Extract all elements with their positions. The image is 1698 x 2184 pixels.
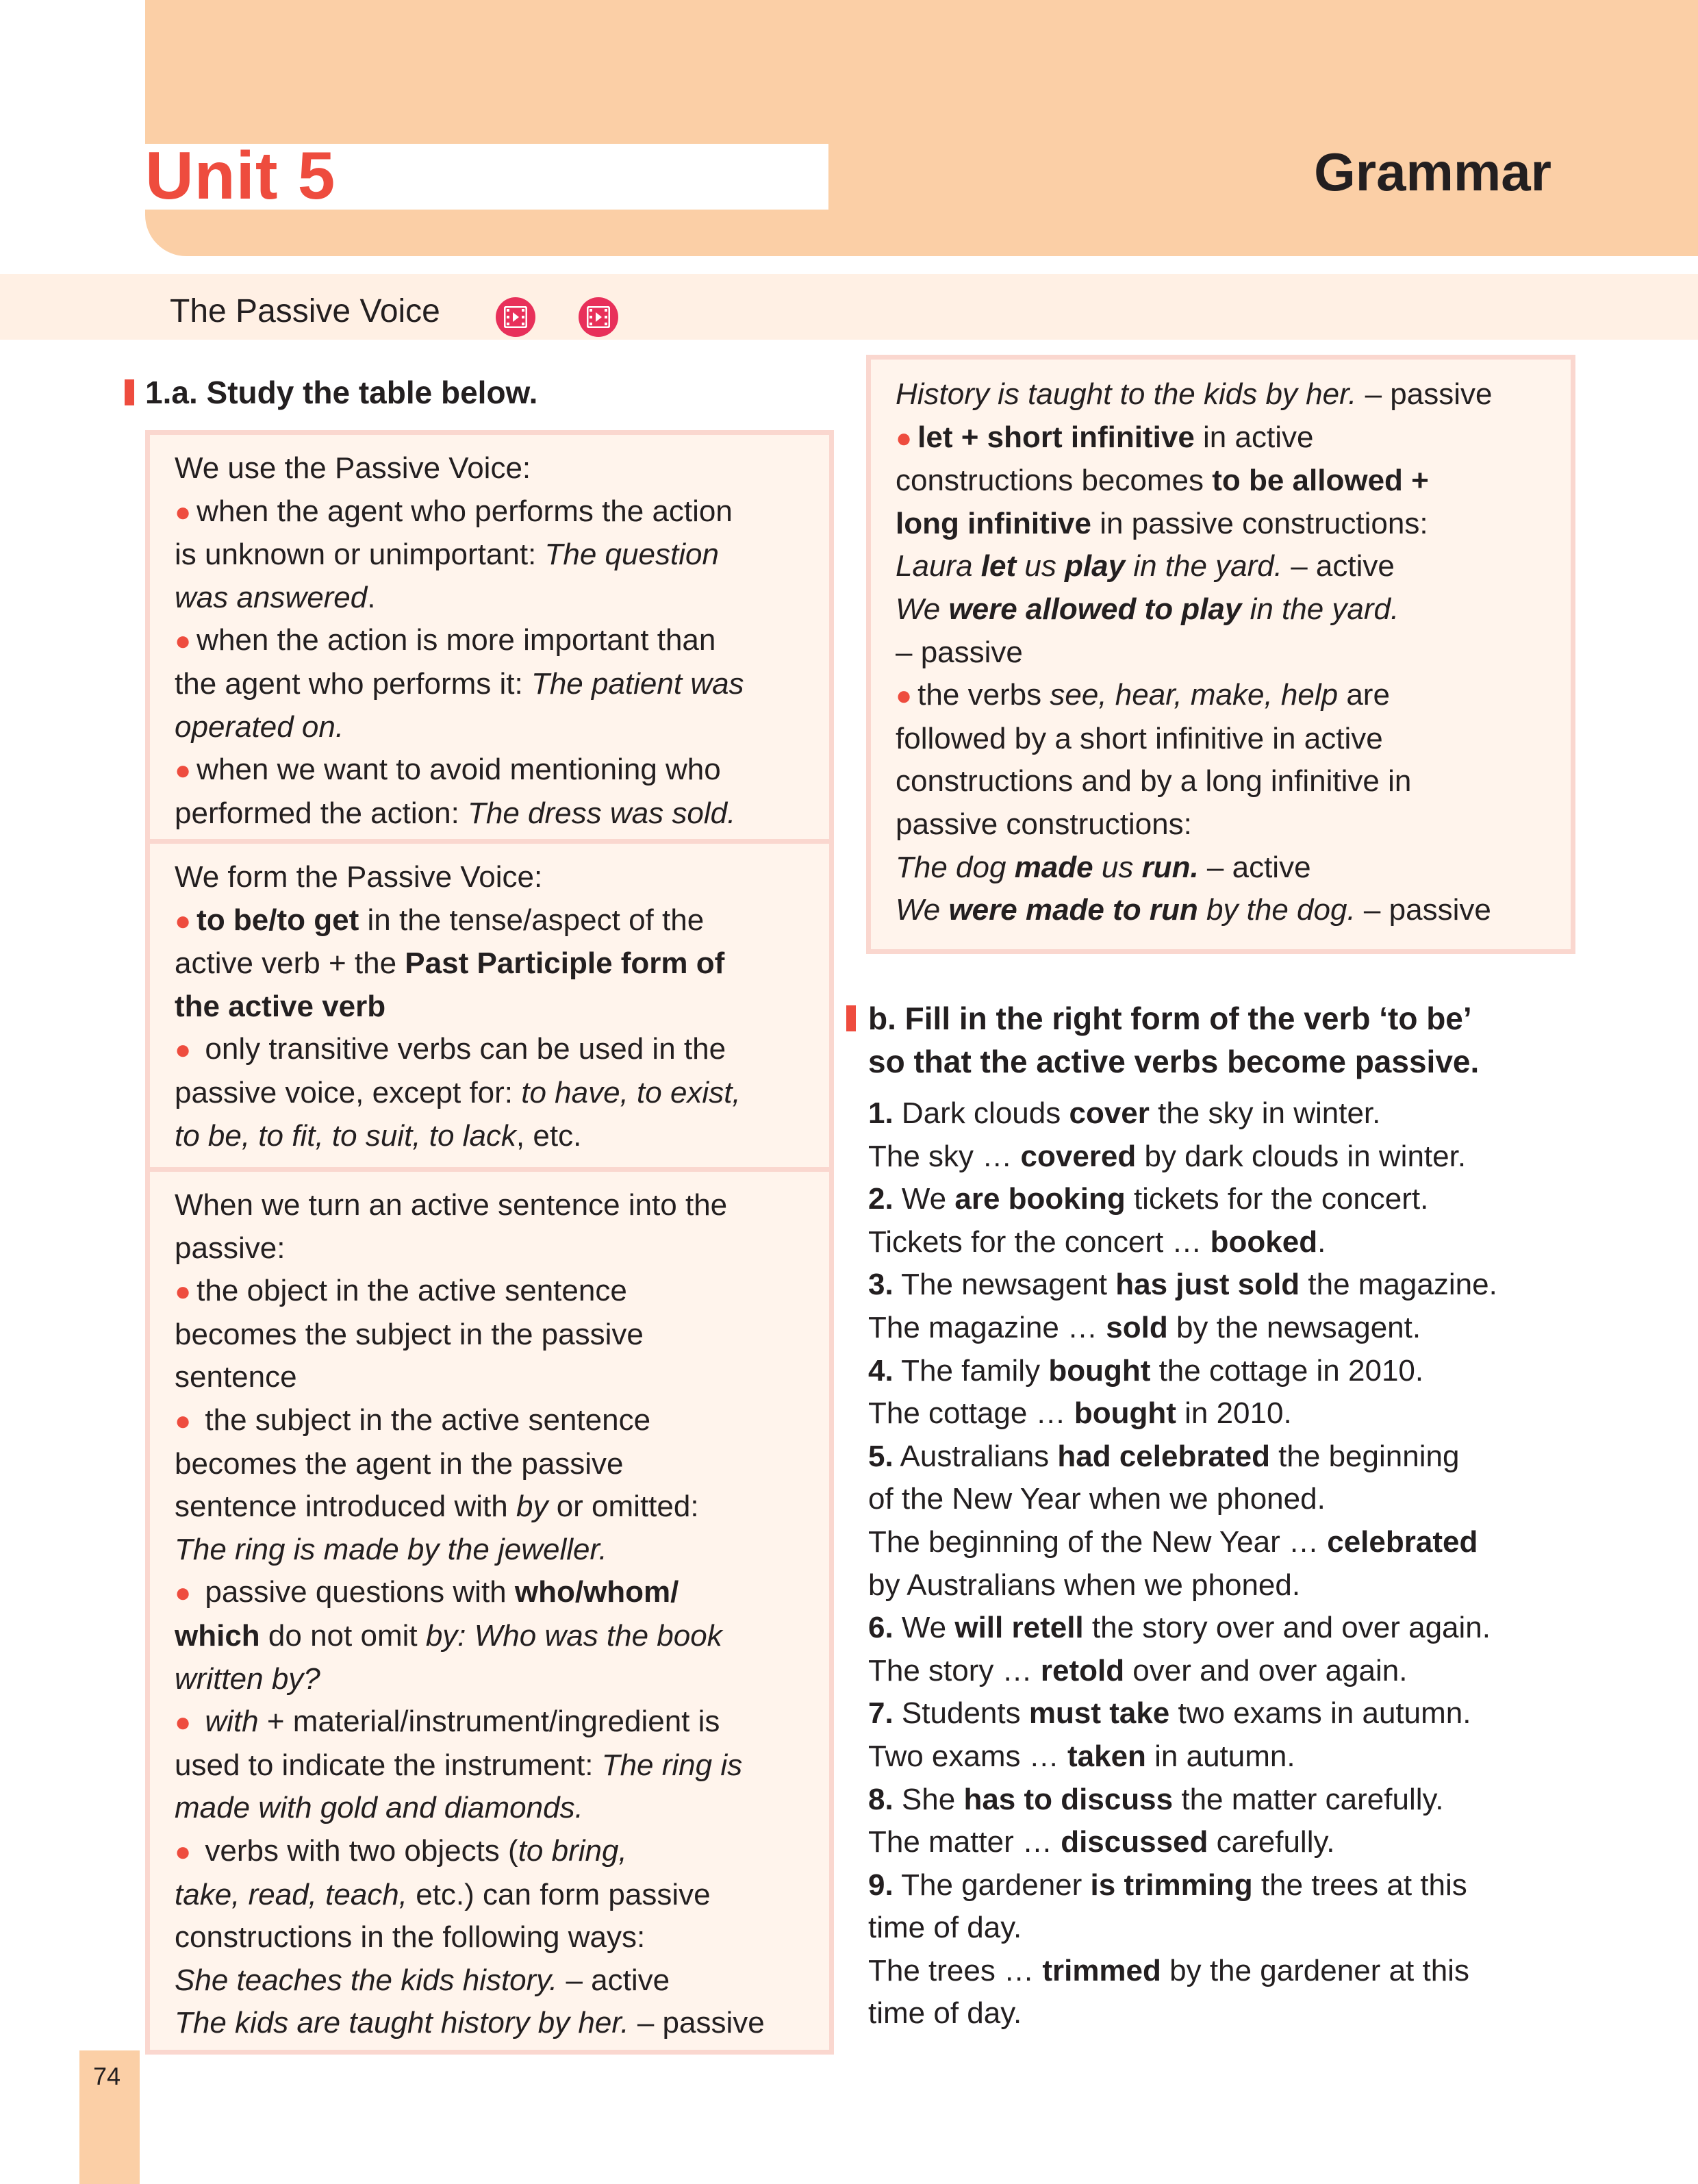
exercise-passive: The matter … discussed carefully.	[868, 1825, 1335, 1859]
exercise-passive: The cottage … bought in 2010.	[868, 1396, 1292, 1431]
exercise-active: 3. The newsagent has just sold the magazine.	[868, 1268, 1497, 1302]
exercise-active: 9. The gardener is trimming the trees at this	[868, 1868, 1467, 1902]
exercise-active: 8. She has to discuss the matter carefully.	[868, 1782, 1444, 1816]
topic-title: The Passive Voice	[170, 293, 440, 329]
video-icon[interactable]	[579, 297, 618, 337]
box-intro: We use the Passive Voice:	[175, 451, 531, 485]
exercise-active: 7. Students must take two exams in autumn.	[868, 1696, 1471, 1731]
video-icon[interactable]	[496, 297, 535, 337]
rule-box-usage: We use the Passive Voice: ● when the agent who performs the action is unknown or unimportant: The question was answered. ● when the action is more important than the agent who performs it: The patient was operated on. ● when we want to avoid mentioning who performed the action: The dress was sold.	[145, 430, 834, 844]
bullet-icon: ●	[175, 905, 192, 936]
exercise-active-cont: time of day.	[868, 1911, 1022, 1945]
exercise-active: 6. We will retell the story over and over again.	[868, 1611, 1491, 1645]
bullet-icon: ●	[175, 1707, 192, 1738]
box-intro: We form the Passive Voice:	[175, 860, 543, 894]
exercise-passive: The beginning of the New Year … celebrated	[868, 1524, 1478, 1559]
bullet-icon: ●	[175, 1578, 192, 1609]
rule-box-transformation: When we turn an active sentence into the passive: ● the object in the active sentence becomes the subject in the passive sentence ● the subject in the active sentence becomes the agent in the passive sentence introduced with by or omitted: The ring is made by the jeweller. ● passive questions with who/whom/ which do not omit by: Who was the book written by? ● with + material/instrument/ingredient is used to indicate the instrument: The ring is made with gold and diamonds. ● verbs with two objects (to bring, take, read, teach, etc.) can form passive constructions in the following ways: She teaches the kids history. – active The kids are taught history by her. – passive	[145, 1167, 834, 2055]
exercise-active: 5. Australians had celebrated the beginning	[868, 1439, 1460, 1473]
unit-title: Unit 5	[145, 138, 336, 213]
bullet-icon: ●	[175, 755, 192, 786]
rule-box-infinitives: History is taught to the kids by her. – passive ● let + short infinitive in active constructions becomes to be allowed + long infinitive in passive constructions: Laura let us play in the yard. – active We were allowed to play in the yard. – passive ● the verbs see, hear, make, help are followed by a short infinitive in active constructions and by a long infinitive in passive constructions: The dog made us run. – active We were made to run by the dog. – passive	[866, 355, 1575, 954]
section-marker	[846, 1005, 856, 1031]
exercise-active: 2. We are booking tickets for the concert.	[868, 1182, 1429, 1216]
bullet-icon: ●	[896, 423, 913, 453]
exercise-active: 1. Dark clouds cover the sky in winter.	[868, 1096, 1381, 1130]
exercise-list	[868, 1092, 1567, 2035]
bullet-icon: ●	[896, 681, 913, 712]
bullet-icon: ●	[175, 626, 192, 657]
exercise-active: 4. The family bought the cottage in 2010.	[868, 1353, 1424, 1388]
section-marker	[125, 379, 134, 405]
exercise-passive: The story … retold over and over again.	[868, 1653, 1408, 1687]
section-label: Grammar	[1314, 142, 1551, 202]
bullet-icon: ●	[175, 1277, 192, 1307]
header-band	[145, 0, 1698, 256]
bullet-icon: ●	[175, 1836, 192, 1867]
page-number: 74	[93, 2062, 121, 2090]
task-b-heading: b. Fill in the right form of the verb ‘to be’ so that the active verbs become passive.	[868, 1001, 1480, 1079]
exercise-passive: The magazine … sold by the newsagent.	[868, 1310, 1421, 1344]
exercise-passive: Tickets for the concert … booked.	[868, 1225, 1326, 1259]
exercise-passive-cont: by Australians when we phoned.	[868, 1568, 1301, 1602]
bullet-icon: ●	[175, 1035, 192, 1066]
exercise-passive: The trees … trimmed by the gardener at this	[868, 1953, 1469, 1987]
bullet-icon: ●	[175, 1405, 192, 1436]
rule-box-formation: We form the Passive Voice: ● to be/to get in the tense/aspect of the active verb + the Past Participle form of the active verb ● only transitive verbs can be used in the passive voice, except for: to have, to exist, to be, to fit, to suit, to lack, etc.	[145, 839, 834, 1172]
exercise-passive-cont: time of day.	[868, 1996, 1022, 2031]
bullet-icon: ●	[175, 497, 192, 527]
exercise-active-cont: of the New Year when we phoned.	[868, 1482, 1326, 1516]
task-a-heading: 1.a. Study the table below.	[145, 375, 538, 410]
exercise-passive: The sky … covered by dark clouds in winter.	[868, 1139, 1467, 1173]
exercise-passive: Two exams … taken in autumn.	[868, 1739, 1295, 1773]
